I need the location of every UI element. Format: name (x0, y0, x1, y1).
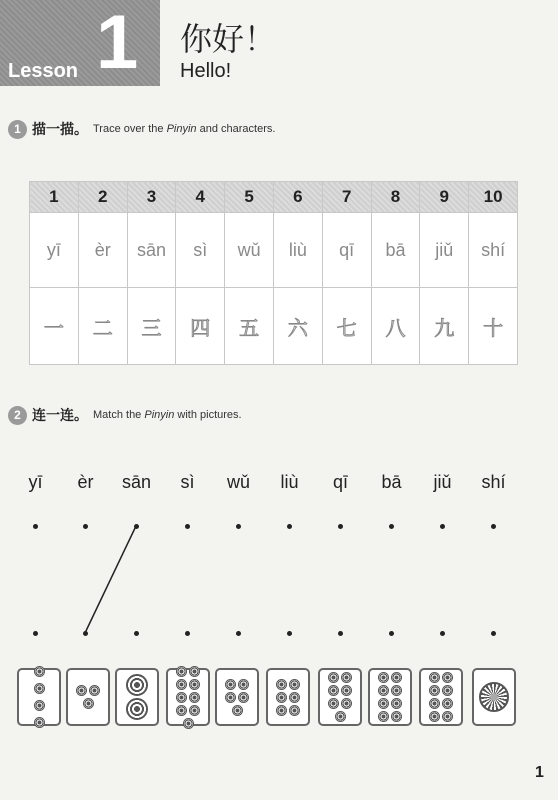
exercise-2-instruction: Match the Pinyin with pictures. (93, 409, 242, 421)
character-cell: 五 (225, 288, 274, 365)
tile-pip-icon (328, 685, 339, 696)
number-cell: 9 (420, 182, 469, 213)
exercise-2-number-badge: 2 (8, 406, 27, 425)
tile-pip-icon (34, 717, 45, 728)
number-row (30, 182, 518, 213)
character-cell: 一 (30, 288, 79, 365)
tile-pip-icon (391, 685, 402, 696)
number-cell: 10 (469, 182, 518, 213)
character-row (30, 288, 518, 365)
character-cell: 三 (127, 288, 176, 365)
match-pinyin: sì (180, 472, 195, 492)
pinyin-cell: sān (127, 213, 176, 288)
mahjong-tile (266, 668, 310, 726)
tile-pip-icon (276, 692, 287, 703)
match-pinyin: jiǔ (433, 472, 452, 492)
pinyin-cell: shí (469, 213, 518, 288)
tile-pip-icon (442, 685, 453, 696)
tile-pip-icon (189, 679, 200, 690)
match-line (85, 526, 136, 633)
character-cell: 七 (322, 288, 371, 365)
tile-pip-icon (34, 683, 45, 694)
tile-pip-icon (479, 682, 509, 712)
tile-pip-icon (391, 698, 402, 709)
pinyin-cell: liù (273, 213, 322, 288)
pinyin-dot[interactable] (389, 524, 394, 529)
tile-pip-icon (289, 705, 300, 716)
character-cell: 四 (176, 288, 225, 365)
tile-pip-icon (328, 698, 339, 709)
tile-pip-icon (328, 672, 339, 683)
lesson-title: 你好！ (180, 20, 277, 58)
tile-pip-icon (176, 679, 187, 690)
match-pinyin: bā (381, 472, 402, 492)
mahjong-tile (472, 668, 516, 726)
tile-pip-icon (335, 711, 346, 722)
tile-pip-icon (442, 698, 453, 709)
tile-pip-icon (83, 698, 94, 709)
match-pinyin: liù (280, 472, 299, 492)
exercise-2-title: 连一连。 (32, 407, 88, 423)
tile-pip-icon (176, 666, 187, 677)
pinyin-dot[interactable] (83, 524, 88, 529)
tile-pip-icon (126, 698, 148, 720)
tile-pip-icon (76, 685, 87, 696)
character-cell: 二 (78, 288, 127, 365)
lesson-label: Lesson (8, 60, 79, 82)
tile-pip-icon (176, 692, 187, 703)
tile-pip-icon (378, 711, 389, 722)
character-cell: 八 (371, 288, 420, 365)
tile-pip-icon (429, 711, 440, 722)
tile-pip-icon (391, 672, 402, 683)
tile-pip-icon (429, 698, 440, 709)
pinyin-dot[interactable] (33, 524, 38, 529)
tile-pip-icon (34, 700, 45, 711)
picture-dot[interactable] (338, 631, 343, 636)
number-cell: 3 (127, 182, 176, 213)
match-pinyin: qī (332, 472, 348, 492)
tile-pip-icon (189, 705, 200, 716)
tile-pip-icon (238, 692, 249, 703)
tile-pip-icon (391, 711, 402, 722)
pinyin-dot[interactable] (185, 524, 190, 529)
mahjong-tile (166, 668, 210, 726)
mahjong-tile (215, 668, 259, 726)
picture-dot[interactable] (134, 631, 139, 636)
mahjong-tile (17, 668, 61, 726)
mahjong-tile (318, 668, 362, 726)
tile-pip-icon (341, 698, 352, 709)
exercise-1-heading (8, 119, 275, 139)
tile-pip-icon (429, 672, 440, 683)
pinyin-cell: sì (176, 213, 225, 288)
exercise-1-title: 描一描。 (32, 121, 88, 137)
tile-pip-icon (34, 666, 45, 677)
pinyin-row (30, 213, 518, 288)
pinyin-dot[interactable] (491, 524, 496, 529)
character-cell: 十 (469, 288, 518, 365)
tile-pip-icon (429, 685, 440, 696)
trace-table (29, 181, 518, 365)
tile-pip-icon (189, 692, 200, 703)
tile-pip-icon (276, 679, 287, 690)
mahjong-tile (419, 668, 463, 726)
page-number: 1 (535, 764, 544, 781)
tile-pip-icon (276, 705, 287, 716)
pinyin-cell: qī (322, 213, 371, 288)
pinyin-dot[interactable] (287, 524, 292, 529)
lesson-number: 1 (96, 0, 139, 85)
exercise-1-instruction: Trace over the Pinyin and characters. (93, 123, 276, 135)
number-cell: 5 (225, 182, 274, 213)
lesson-banner (0, 0, 160, 86)
pinyin-dot[interactable] (440, 524, 445, 529)
tile-pip-icon (289, 679, 300, 690)
picture-dot[interactable] (389, 631, 394, 636)
lesson-subtitle: Hello! (180, 60, 232, 82)
exercise-1-number-badge: 1 (8, 120, 27, 139)
tile-pip-icon (378, 672, 389, 683)
match-pinyin: èr (77, 472, 94, 492)
number-cell: 1 (30, 182, 79, 213)
tile-pip-icon (442, 672, 453, 683)
exercise-2-heading (8, 405, 242, 425)
mahjong-tile (368, 668, 412, 726)
tile-pip-icon (378, 698, 389, 709)
pinyin-dot[interactable] (236, 524, 241, 529)
pinyin-cell: wǔ (225, 213, 274, 288)
tile-pip-icon (126, 674, 148, 696)
number-cell: 4 (176, 182, 225, 213)
character-cell: 六 (273, 288, 322, 365)
match-pinyin: sān (121, 472, 152, 492)
tile-pip-icon (189, 666, 200, 677)
tile-pip-icon (238, 679, 249, 690)
number-cell: 8 (371, 182, 420, 213)
tile-pip-icon (89, 685, 100, 696)
pinyin-cell: èr (78, 213, 127, 288)
tile-pip-icon (378, 685, 389, 696)
tile-pip-icon (225, 679, 236, 690)
number-cell: 2 (78, 182, 127, 213)
tile-pip-icon (225, 692, 236, 703)
picture-dot[interactable] (236, 631, 241, 636)
match-pinyin: yī (28, 472, 43, 492)
picture-dot[interactable] (491, 631, 496, 636)
picture-dot[interactable] (33, 631, 38, 636)
tile-pip-icon (341, 685, 352, 696)
picture-dot[interactable] (287, 631, 292, 636)
pinyin-dot[interactable] (134, 524, 139, 529)
tile-pip-icon (176, 705, 187, 716)
pinyin-cell: jiǔ (420, 213, 469, 288)
number-cell: 6 (273, 182, 322, 213)
mahjong-tile (66, 668, 110, 726)
tile-pip-icon (232, 705, 243, 716)
match-pinyin: wǔ (226, 472, 250, 492)
character-cell: 九 (420, 288, 469, 365)
tile-pip-icon (442, 711, 453, 722)
tile-pip-icon (341, 672, 352, 683)
number-cell: 7 (322, 182, 371, 213)
picture-dot[interactable] (185, 631, 190, 636)
pinyin-cell: bā (371, 213, 420, 288)
tile-pip-icon (289, 692, 300, 703)
tile-pip-icon (183, 718, 194, 729)
pinyin-dot[interactable] (338, 524, 343, 529)
picture-dot[interactable] (83, 631, 88, 636)
match-pinyin: shí (481, 472, 506, 492)
picture-dot[interactable] (440, 631, 445, 636)
mahjong-tile (115, 668, 159, 726)
pinyin-cell: yī (30, 213, 79, 288)
